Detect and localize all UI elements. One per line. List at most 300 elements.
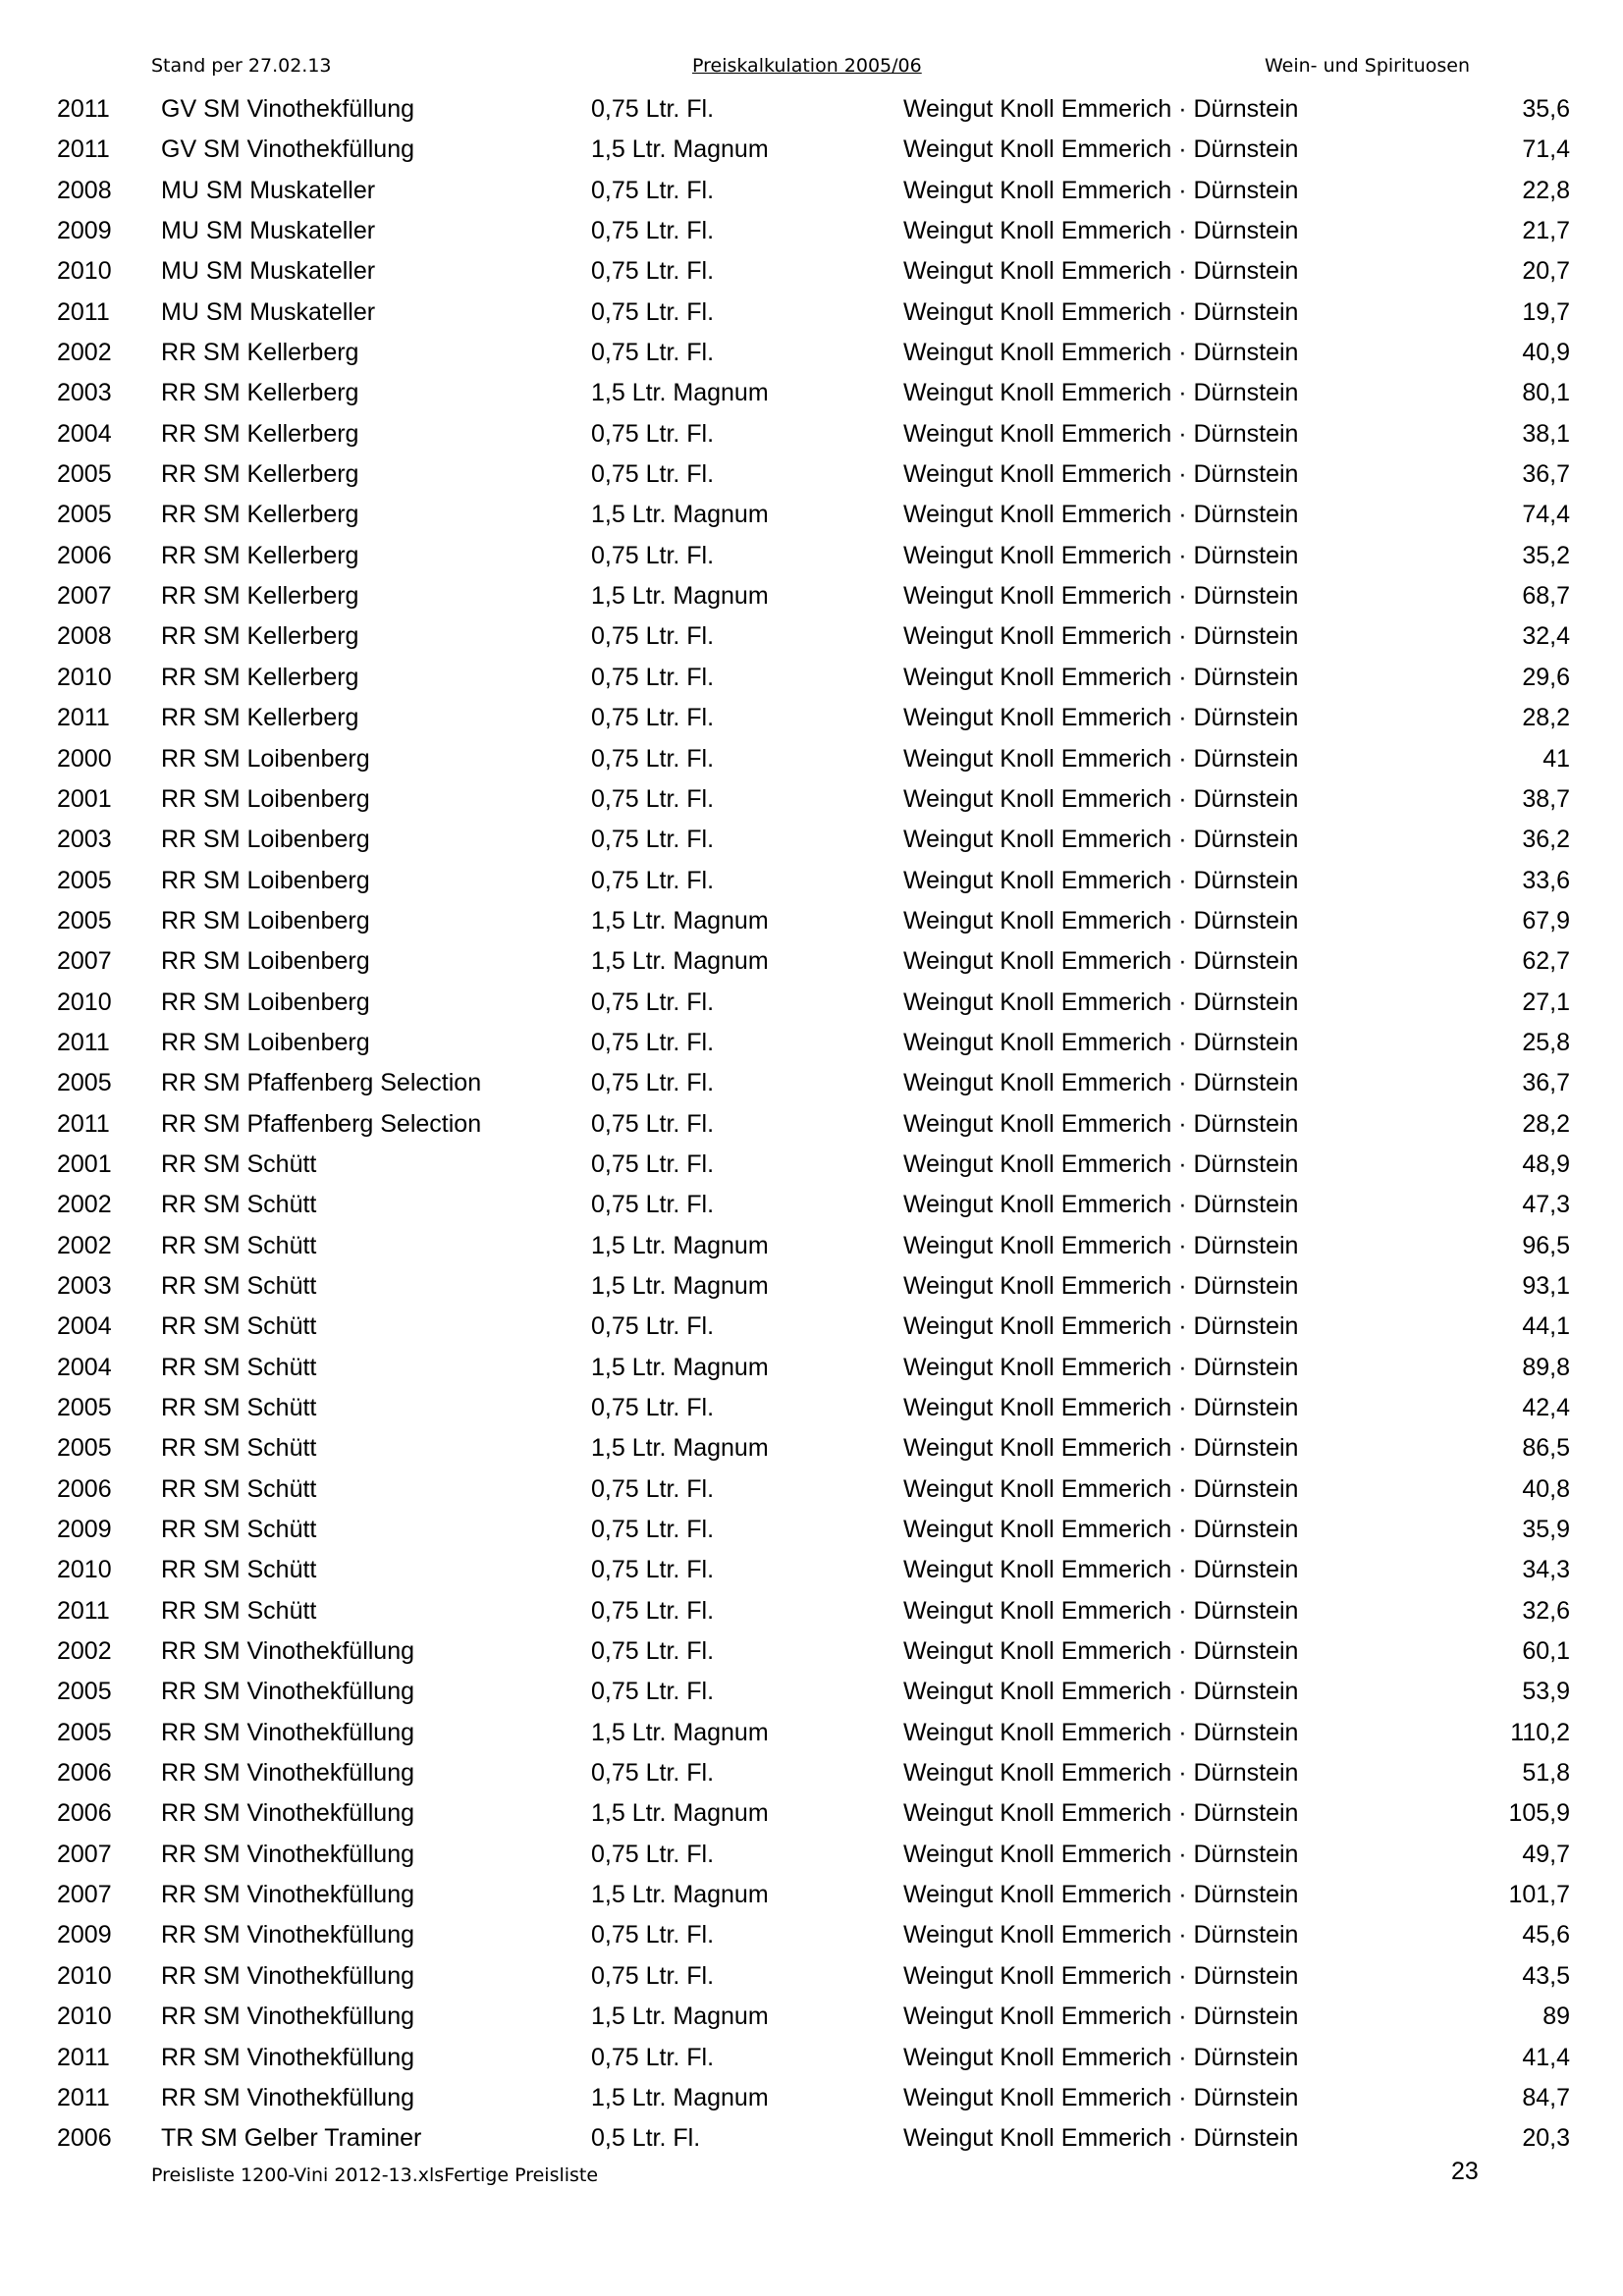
producer: Weingut Knoll Emmerich · Dürnstein — [903, 1921, 1299, 1949]
table-row — [0, 779, 1623, 820]
wine-year: 2010 — [57, 257, 112, 286]
table-row — [0, 454, 1623, 495]
table-row — [0, 1104, 1623, 1145]
wine-year: 2003 — [57, 379, 112, 407]
bottle-size: 0,75 Ltr. Fl. — [591, 1394, 715, 1421]
producer: Weingut Knoll Emmerich · Dürnstein — [903, 1149, 1299, 1178]
bottle-size: 0,75 Ltr. Fl. — [591, 176, 715, 204]
bottle-size: 0,75 Ltr. Fl. — [591, 1312, 715, 1341]
wine-year: 2006 — [57, 1474, 112, 1503]
wine-name: RR SM Kellerberg — [161, 582, 359, 611]
producer: Weingut Knoll Emmerich · Dürnstein — [903, 1759, 1299, 1788]
wine-year: 2005 — [57, 1394, 112, 1421]
price: 27,1 — [1522, 988, 1570, 1016]
wine-name: RR SM Kellerberg — [161, 704, 359, 732]
wine-name: RR SM Kellerberg — [161, 379, 359, 407]
wine-year: 2007 — [57, 1840, 112, 1868]
price: 62,7 — [1522, 947, 1570, 976]
bottle-size: 0,75 Ltr. Fl. — [591, 339, 715, 367]
wine-name: RR SM Vinothekfüllung — [161, 1637, 415, 1666]
bottle-size: 0,75 Ltr. Fl. — [591, 1840, 715, 1868]
price: 35,6 — [1522, 95, 1570, 123]
wine-year: 2010 — [57, 988, 112, 1016]
producer: Weingut Knoll Emmerich · Dürnstein — [903, 1312, 1299, 1341]
producer: Weingut Knoll Emmerich · Dürnstein — [903, 704, 1299, 732]
bottle-size: 1,5 Ltr. Magnum — [591, 2083, 769, 2111]
footer-filename: Preisliste 1200-Vini 2012-13.xlsFertige Preisliste — [151, 2164, 599, 2186]
bottle-size: 1,5 Ltr. Magnum — [591, 947, 769, 976]
price: 20,7 — [1522, 257, 1570, 286]
producer: Weingut Knoll Emmerich · Dürnstein — [903, 826, 1299, 854]
table-row — [0, 251, 1623, 292]
bottle-size: 0,75 Ltr. Fl. — [591, 217, 715, 245]
price: 48,9 — [1522, 1149, 1570, 1178]
wine-name: RR SM Vinothekfüllung — [161, 1921, 415, 1949]
wine-year: 2005 — [57, 906, 112, 934]
table-row — [0, 1915, 1623, 1955]
producer: Weingut Knoll Emmerich · Dürnstein — [903, 1109, 1299, 1138]
price: 36,2 — [1522, 826, 1570, 854]
wine-name: RR SM Vinothekfüllung — [161, 2083, 415, 2111]
wine-name: RR SM Vinothekfüllung — [161, 1759, 415, 1788]
table-row — [0, 901, 1623, 941]
price: 49,7 — [1522, 1840, 1570, 1868]
wine-year: 2011 — [57, 1596, 110, 1625]
bottle-size: 0,75 Ltr. Fl. — [591, 866, 715, 894]
producer: Weingut Knoll Emmerich · Dürnstein — [903, 1718, 1299, 1746]
price: 84,7 — [1522, 2083, 1570, 2111]
price: 51,8 — [1522, 1759, 1570, 1788]
producer: Weingut Knoll Emmerich · Dürnstein — [903, 460, 1299, 489]
price: 21,7 — [1522, 217, 1570, 245]
producer: Weingut Knoll Emmerich · Dürnstein — [903, 1516, 1299, 1544]
table-row — [0, 658, 1623, 698]
producer: Weingut Knoll Emmerich · Dürnstein — [903, 339, 1299, 367]
producer: Weingut Knoll Emmerich · Dürnstein — [903, 1434, 1299, 1463]
wine-year: 2011 — [57, 297, 110, 326]
producer: Weingut Knoll Emmerich · Dürnstein — [903, 541, 1299, 569]
wine-name: RR SM Kellerberg — [161, 339, 359, 367]
bottle-size: 0,75 Ltr. Fl. — [591, 704, 715, 732]
producer: Weingut Knoll Emmerich · Dürnstein — [903, 947, 1299, 976]
bottle-size: 1,5 Ltr. Magnum — [591, 1231, 769, 1259]
price: 96,5 — [1522, 1231, 1570, 1259]
wine-name: RR SM Kellerberg — [161, 622, 359, 651]
producer: Weingut Knoll Emmerich · Dürnstein — [903, 1028, 1299, 1056]
bottle-size: 0,75 Ltr. Fl. — [591, 1556, 715, 1584]
price: 40,9 — [1522, 339, 1570, 367]
wine-year: 2001 — [57, 1149, 112, 1178]
wine-name: TR SM Gelber Traminer — [161, 2124, 422, 2153]
wine-name: GV SM Vinothekfüllung — [161, 95, 415, 123]
wine-year: 2005 — [57, 1678, 112, 1706]
wine-name: RR SM Schütt — [161, 1271, 317, 1300]
table-row — [0, 616, 1623, 657]
producer: Weingut Knoll Emmerich · Dürnstein — [903, 2043, 1299, 2071]
table-row — [0, 1672, 1623, 1712]
producer: Weingut Knoll Emmerich · Dürnstein — [903, 1394, 1299, 1421]
wine-name: GV SM Vinothekfüllung — [161, 135, 415, 164]
table-row — [0, 861, 1623, 901]
bottle-size: 0,75 Ltr. Fl. — [591, 988, 715, 1016]
wine-year: 2011 — [57, 95, 110, 123]
header-category: Wein- und Spirituosen — [1265, 55, 1470, 77]
producer: Weingut Knoll Emmerich · Dürnstein — [903, 1961, 1299, 1990]
table-row — [0, 414, 1623, 454]
producer: Weingut Knoll Emmerich · Dürnstein — [903, 1191, 1299, 1219]
producer: Weingut Knoll Emmerich · Dürnstein — [903, 1881, 1299, 1909]
table-row — [0, 1307, 1623, 1347]
bottle-size: 0,75 Ltr. Fl. — [591, 1516, 715, 1544]
producer: Weingut Knoll Emmerich · Dürnstein — [903, 1840, 1299, 1868]
producer: Weingut Knoll Emmerich · Dürnstein — [903, 1799, 1299, 1828]
bottle-size: 1,5 Ltr. Magnum — [591, 1434, 769, 1463]
producer: Weingut Knoll Emmerich · Dürnstein — [903, 622, 1299, 651]
table-row — [0, 1469, 1623, 1510]
price: 71,4 — [1522, 135, 1570, 164]
price: 41 — [1542, 744, 1570, 773]
price: 44,1 — [1522, 1312, 1570, 1341]
producer: Weingut Knoll Emmerich · Dürnstein — [903, 217, 1299, 245]
wine-year: 2011 — [57, 135, 110, 164]
wine-year: 2009 — [57, 217, 112, 245]
table-row — [0, 820, 1623, 860]
producer: Weingut Knoll Emmerich · Dürnstein — [903, 297, 1299, 326]
table-row — [0, 495, 1623, 535]
wine-name: RR SM Loibenberg — [161, 906, 370, 934]
price: 25,8 — [1522, 1028, 1570, 1056]
bottle-size: 0,75 Ltr. Fl. — [591, 419, 715, 448]
bottle-size: 0,75 Ltr. Fl. — [591, 2043, 715, 2071]
price: 38,7 — [1522, 784, 1570, 813]
bottle-size: 0,75 Ltr. Fl. — [591, 663, 715, 691]
table-row — [0, 1226, 1623, 1266]
wine-name: RR SM Vinothekfüllung — [161, 1678, 415, 1706]
wine-year: 2005 — [57, 460, 112, 489]
price: 93,1 — [1522, 1271, 1570, 1300]
wine-year: 2005 — [57, 1718, 112, 1746]
table-row — [0, 2078, 1623, 2118]
bottle-size: 1,5 Ltr. Magnum — [591, 1271, 769, 1300]
producer: Weingut Knoll Emmerich · Dürnstein — [903, 1231, 1299, 1259]
table-row — [0, 1713, 1623, 1753]
wine-year: 2000 — [57, 744, 112, 773]
bottle-size: 0,75 Ltr. Fl. — [591, 1028, 715, 1056]
bottle-size: 0,75 Ltr. Fl. — [591, 1149, 715, 1178]
price: 20,3 — [1522, 2124, 1570, 2153]
bottle-size: 0,75 Ltr. Fl. — [591, 1678, 715, 1706]
wine-year: 2006 — [57, 2124, 112, 2153]
wine-name: RR SM Vinothekfüllung — [161, 1718, 415, 1746]
wine-year: 2003 — [57, 826, 112, 854]
table-row — [0, 1550, 1623, 1590]
bottle-size: 1,5 Ltr. Magnum — [591, 906, 769, 934]
bottle-size: 0,75 Ltr. Fl. — [591, 541, 715, 569]
price: 35,9 — [1522, 1516, 1570, 1544]
bottle-size: 0,75 Ltr. Fl. — [591, 622, 715, 651]
table-row — [0, 1348, 1623, 1388]
price: 28,2 — [1522, 1109, 1570, 1138]
wine-year: 2001 — [57, 784, 112, 813]
table-row — [0, 1145, 1623, 1185]
price: 80,1 — [1522, 379, 1570, 407]
bottle-size: 1,5 Ltr. Magnum — [591, 1353, 769, 1381]
producer: Weingut Knoll Emmerich · Dürnstein — [903, 663, 1299, 691]
bottle-size: 0,75 Ltr. Fl. — [591, 744, 715, 773]
wine-year: 2004 — [57, 1353, 112, 1381]
wine-name: RR SM Vinothekfüllung — [161, 2043, 415, 2071]
producer: Weingut Knoll Emmerich · Dürnstein — [903, 1596, 1299, 1625]
bottle-size: 1,5 Ltr. Magnum — [591, 1799, 769, 1828]
price: 36,7 — [1522, 1069, 1570, 1097]
bottle-size: 1,5 Ltr. Magnum — [591, 135, 769, 164]
wine-name: RR SM Schütt — [161, 1353, 317, 1381]
wine-year: 2008 — [57, 622, 112, 651]
wine-name: RR SM Loibenberg — [161, 826, 370, 854]
bottle-size: 0,75 Ltr. Fl. — [591, 1069, 715, 1097]
wine-name: MU SM Muskateller — [161, 176, 376, 204]
wine-name: RR SM Vinothekfüllung — [161, 1881, 415, 1909]
wine-name: RR SM Loibenberg — [161, 988, 370, 1016]
wine-name: RR SM Kellerberg — [161, 460, 359, 489]
wine-name: RR SM Schütt — [161, 1394, 317, 1421]
producer: Weingut Knoll Emmerich · Dürnstein — [903, 95, 1299, 123]
price: 60,1 — [1522, 1637, 1570, 1666]
price: 42,4 — [1522, 1394, 1570, 1421]
wine-name: RR SM Schütt — [161, 1149, 317, 1178]
wine-name: MU SM Muskateller — [161, 297, 376, 326]
price: 43,5 — [1522, 1961, 1570, 1990]
wine-year: 2009 — [57, 1516, 112, 1544]
price: 32,4 — [1522, 622, 1570, 651]
table-row — [0, 1591, 1623, 1631]
producer: Weingut Knoll Emmerich · Dürnstein — [903, 419, 1299, 448]
wine-name: RR SM Loibenberg — [161, 744, 370, 773]
producer: Weingut Knoll Emmerich · Dürnstein — [903, 1556, 1299, 1584]
wine-year: 2010 — [57, 663, 112, 691]
bottle-size: 0,75 Ltr. Fl. — [591, 1637, 715, 1666]
header-date: Stand per 27.02.13 — [151, 55, 332, 77]
table-row — [0, 739, 1623, 779]
table-row — [0, 293, 1623, 333]
price: 89 — [1542, 2002, 1570, 2031]
price: 40,8 — [1522, 1474, 1570, 1503]
table-row — [0, 1835, 1623, 1875]
wine-year: 2002 — [57, 1231, 112, 1259]
bottle-size: 0,75 Ltr. Fl. — [591, 257, 715, 286]
price: 19,7 — [1522, 297, 1570, 326]
wine-year: 2003 — [57, 1271, 112, 1300]
producer: Weingut Knoll Emmerich · Dürnstein — [903, 379, 1299, 407]
wine-name: RR SM Vinothekfüllung — [161, 1840, 415, 1868]
wine-year: 2011 — [57, 704, 110, 732]
bottle-size: 1,5 Ltr. Magnum — [591, 1881, 769, 1909]
bottle-size: 0,75 Ltr. Fl. — [591, 1191, 715, 1219]
bottle-size: 0,75 Ltr. Fl. — [591, 826, 715, 854]
wine-name: RR SM Vinothekfüllung — [161, 1961, 415, 1990]
producer: Weingut Knoll Emmerich · Dürnstein — [903, 906, 1299, 934]
price: 36,7 — [1522, 460, 1570, 489]
bottle-size: 1,5 Ltr. Magnum — [591, 582, 769, 611]
wine-name: RR SM Vinothekfüllung — [161, 1799, 415, 1828]
wine-year: 2004 — [57, 1312, 112, 1341]
price: 45,6 — [1522, 1921, 1570, 1949]
table-row — [0, 1185, 1623, 1225]
wine-year: 2005 — [57, 1069, 112, 1097]
table-row — [0, 983, 1623, 1023]
table-row — [0, 2118, 1623, 2159]
producer: Weingut Knoll Emmerich · Dürnstein — [903, 866, 1299, 894]
table-row — [0, 1063, 1623, 1103]
price: 68,7 — [1522, 582, 1570, 611]
producer: Weingut Knoll Emmerich · Dürnstein — [903, 582, 1299, 611]
bottle-size: 1,5 Ltr. Magnum — [591, 379, 769, 407]
wine-year: 2006 — [57, 541, 112, 569]
wine-name: MU SM Muskateller — [161, 257, 376, 286]
producer: Weingut Knoll Emmerich · Dürnstein — [903, 1474, 1299, 1503]
bottle-size: 1,5 Ltr. Magnum — [591, 501, 769, 529]
bottle-size: 0,75 Ltr. Fl. — [591, 784, 715, 813]
price: 28,2 — [1522, 704, 1570, 732]
price-list-table — [0, 89, 1623, 2160]
bottle-size: 0,75 Ltr. Fl. — [591, 1921, 715, 1949]
wine-name: RR SM Schütt — [161, 1516, 317, 1544]
wine-name: RR SM Vinothekfüllung — [161, 2002, 415, 2031]
wine-year: 2009 — [57, 1921, 112, 1949]
bottle-size: 0,75 Ltr. Fl. — [591, 1596, 715, 1625]
wine-name: RR SM Kellerberg — [161, 419, 359, 448]
wine-year: 2010 — [57, 1556, 112, 1584]
table-row — [0, 1023, 1623, 1063]
producer: Weingut Knoll Emmerich · Dürnstein — [903, 784, 1299, 813]
price: 22,8 — [1522, 176, 1570, 204]
wine-name: RR SM Kellerberg — [161, 501, 359, 529]
price: 101,7 — [1508, 1881, 1570, 1909]
price: 89,8 — [1522, 1353, 1570, 1381]
wine-name: MU SM Muskateller — [161, 217, 376, 245]
wine-name: RR SM Schütt — [161, 1231, 317, 1259]
wine-year: 2007 — [57, 947, 112, 976]
bottle-size: 0,75 Ltr. Fl. — [591, 460, 715, 489]
wine-year: 2005 — [57, 866, 112, 894]
producer: Weingut Knoll Emmerich · Dürnstein — [903, 135, 1299, 164]
bottle-size: 0,75 Ltr. Fl. — [591, 95, 715, 123]
producer: Weingut Knoll Emmerich · Dürnstein — [903, 501, 1299, 529]
price: 38,1 — [1522, 419, 1570, 448]
table-row — [0, 1631, 1623, 1672]
wine-name: RR SM Schütt — [161, 1474, 317, 1503]
wine-year: 2011 — [57, 2043, 110, 2071]
wine-name: RR SM Schütt — [161, 1191, 317, 1219]
price: 53,9 — [1522, 1678, 1570, 1706]
producer: Weingut Knoll Emmerich · Dürnstein — [903, 988, 1299, 1016]
price: 86,5 — [1522, 1434, 1570, 1463]
producer: Weingut Knoll Emmerich · Dürnstein — [903, 1678, 1299, 1706]
wine-name: RR SM Kellerberg — [161, 541, 359, 569]
table-row — [0, 2038, 1623, 2078]
table-row — [0, 171, 1623, 211]
wine-year: 2011 — [57, 1109, 110, 1138]
producer: Weingut Knoll Emmerich · Dürnstein — [903, 2002, 1299, 2031]
wine-year: 2010 — [57, 2002, 112, 2031]
price: 35,2 — [1522, 541, 1570, 569]
price: 32,6 — [1522, 1596, 1570, 1625]
price: 33,6 — [1522, 866, 1570, 894]
table-row — [0, 130, 1623, 170]
price: 41,4 — [1522, 2043, 1570, 2071]
wine-year: 2005 — [57, 1434, 112, 1463]
table-row — [0, 1956, 1623, 1997]
page-number: 23 — [1451, 2158, 1479, 2185]
table-row — [0, 1793, 1623, 1834]
table-row — [0, 1510, 1623, 1550]
table-row — [0, 576, 1623, 616]
price: 74,4 — [1522, 501, 1570, 529]
table-row — [0, 1266, 1623, 1307]
wine-name: RR SM Schütt — [161, 1434, 317, 1463]
wine-name: RR SM Loibenberg — [161, 866, 370, 894]
producer: Weingut Knoll Emmerich · Dürnstein — [903, 176, 1299, 204]
price: 67,9 — [1522, 906, 1570, 934]
price: 110,2 — [1510, 1718, 1570, 1746]
producer: Weingut Knoll Emmerich · Dürnstein — [903, 257, 1299, 286]
table-row — [0, 211, 1623, 251]
bottle-size: 0,75 Ltr. Fl. — [591, 297, 715, 326]
bottle-size: 1,5 Ltr. Magnum — [591, 1718, 769, 1746]
table-row — [0, 89, 1623, 130]
wine-year: 2010 — [57, 1961, 112, 1990]
producer: Weingut Knoll Emmerich · Dürnstein — [903, 2083, 1299, 2111]
wine-year: 2011 — [57, 1028, 110, 1056]
producer: Weingut Knoll Emmerich · Dürnstein — [903, 1069, 1299, 1097]
wine-name: RR SM Pfaffenberg Selection — [161, 1069, 482, 1097]
wine-name: RR SM Loibenberg — [161, 947, 370, 976]
wine-name: RR SM Loibenberg — [161, 784, 370, 813]
table-row — [0, 698, 1623, 738]
wine-name: RR SM Kellerberg — [161, 663, 359, 691]
producer: Weingut Knoll Emmerich · Dürnstein — [903, 1271, 1299, 1300]
bottle-size: 0,75 Ltr. Fl. — [591, 1961, 715, 1990]
producer: Weingut Knoll Emmerich · Dürnstein — [903, 1637, 1299, 1666]
table-row — [0, 373, 1623, 413]
bottle-size: 0,5 Ltr. Fl. — [591, 2124, 701, 2153]
wine-year: 2005 — [57, 501, 112, 529]
table-row — [0, 333, 1623, 373]
table-row — [0, 941, 1623, 982]
bottle-size: 0,75 Ltr. Fl. — [591, 1759, 715, 1788]
table-row — [0, 536, 1623, 576]
wine-year: 2006 — [57, 1759, 112, 1788]
price: 29,6 — [1522, 663, 1570, 691]
wine-name: RR SM Pfaffenberg Selection — [161, 1109, 482, 1138]
bottle-size: 0,75 Ltr. Fl. — [591, 1109, 715, 1138]
wine-name: RR SM Schütt — [161, 1556, 317, 1584]
table-row — [0, 1875, 1623, 1915]
wine-year: 2002 — [57, 339, 112, 367]
producer: Weingut Knoll Emmerich · Dürnstein — [903, 2124, 1299, 2153]
table-row — [0, 1428, 1623, 1468]
price: 105,9 — [1508, 1799, 1570, 1828]
wine-year: 2008 — [57, 176, 112, 204]
wine-name: RR SM Schütt — [161, 1596, 317, 1625]
wine-year: 2002 — [57, 1637, 112, 1666]
bottle-size: 1,5 Ltr. Magnum — [591, 2002, 769, 2031]
table-row — [0, 1997, 1623, 2037]
wine-year: 2011 — [57, 2083, 110, 2111]
wine-year: 2006 — [57, 1799, 112, 1828]
producer: Weingut Knoll Emmerich · Dürnstein — [903, 744, 1299, 773]
wine-year: 2007 — [57, 1881, 112, 1909]
